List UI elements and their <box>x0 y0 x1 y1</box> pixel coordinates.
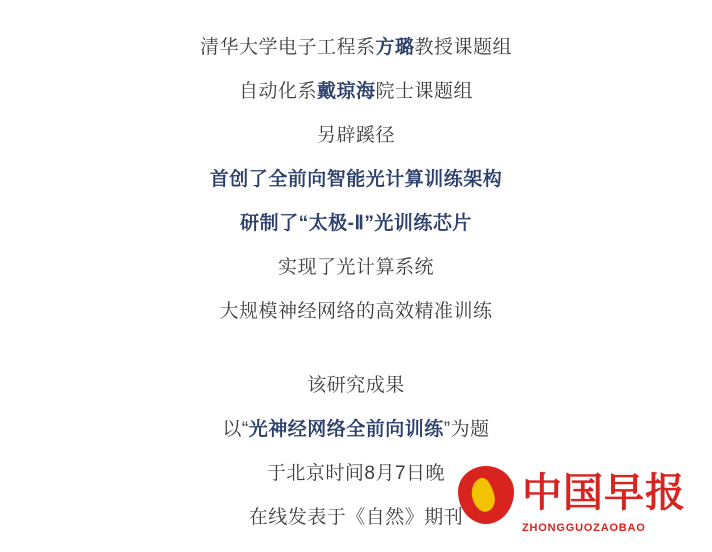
plain-text: 清华大学电子工程系 <box>199 37 376 58</box>
plain-text: 院士课题组 <box>375 81 474 102</box>
highlighted-text: 研制了“ <box>240 213 309 234</box>
highlighted-text: 首创了 <box>209 169 269 190</box>
plain-text: 教授课题组 <box>414 37 513 58</box>
text-line <box>0 26 712 70</box>
plain-text: 实现了光计算系统 <box>277 257 434 278</box>
text-line <box>0 408 712 452</box>
text-line <box>0 158 712 202</box>
plain-text: 大规模神经网络的高效精准训练 <box>219 301 493 322</box>
highlighted-text: 太极-Ⅱ <box>308 213 365 234</box>
flame-icon <box>458 466 514 524</box>
watermark-brand-cn: 中国早报 <box>522 471 686 515</box>
highlighted-text: ”光训练芯片 <box>364 213 472 234</box>
plain-text: 该研究成果 <box>307 375 405 396</box>
highlighted-text: 戴琼海 <box>316 81 376 102</box>
plain-text: ”为题 <box>443 419 490 440</box>
plain-text: 另辟蹊径 <box>316 125 395 146</box>
highlighted-text: 全前向智能光计算训练架构 <box>268 169 503 190</box>
highlighted-text: 方璐 <box>375 37 415 58</box>
plain-text: 在线发表于《自然》期刊 <box>248 507 464 528</box>
plain-text: 以“ <box>222 419 249 440</box>
text-block <box>0 26 712 540</box>
highlighted-text: 光神经网络全前向训练 <box>248 419 444 440</box>
watermark-brand-pinyin: ZHONGGUOZAOBAO <box>522 522 646 534</box>
paragraph-spacer <box>0 334 712 364</box>
watermark-logo <box>458 466 704 542</box>
text-line <box>0 114 712 158</box>
text-line <box>0 70 712 114</box>
text-line <box>0 290 712 334</box>
watermark-inner <box>458 466 704 542</box>
plain-text: 于北京时间8月7日晚 <box>266 463 446 484</box>
text-line <box>0 364 712 408</box>
text-line <box>0 246 712 290</box>
plain-text: 自动化系 <box>238 81 317 102</box>
text-line <box>0 202 712 246</box>
